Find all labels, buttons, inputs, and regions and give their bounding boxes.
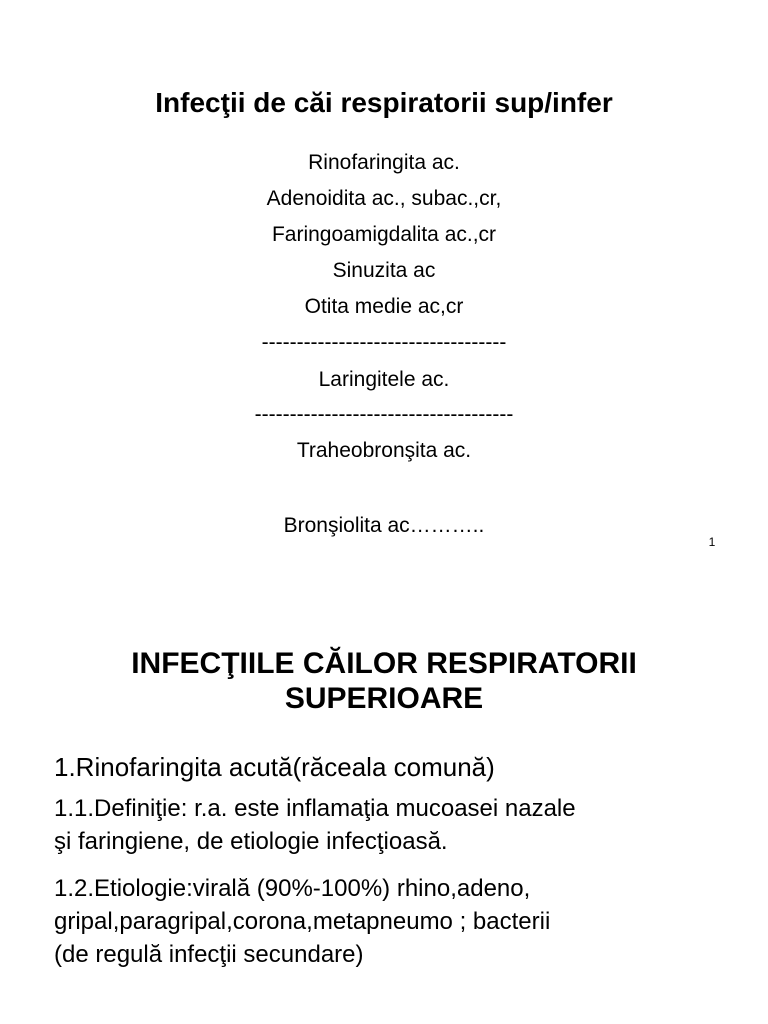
etiology-paragraph	[54, 872, 744, 971]
list-item-laringitele: Laringitele ac.	[318, 368, 450, 391]
slide-title: Infecţii de căi respiratorii sup/infer	[155, 87, 613, 118]
paragraph-line: gripal,paragripal,corona,metapneumo ; bacterii	[54, 908, 551, 935]
slide-title-line: SUPERIOARE	[284, 682, 484, 715]
section-heading: 1.Rinofaringita acută(răceala comună)	[54, 752, 495, 782]
slide-title	[0, 646, 768, 716]
list-item-rinofaringita: Rinofaringita ac.	[308, 151, 460, 174]
list-item-bronsiolita: Bronşiolita ac………..	[283, 514, 485, 537]
slide-2	[0, 580, 768, 1024]
page-number: 1	[708, 535, 716, 549]
dashed-separator: -----------------------------------	[261, 331, 507, 354]
list-item-traheobronsita: Traheobronşita ac.	[296, 439, 472, 462]
list-item-adenoidita: Adenoidita ac., subac.,cr,	[266, 187, 502, 210]
dashed-separator: -------------------------------------	[254, 403, 514, 426]
list-item-faringoamigdalita: Faringoamigdalita ac.,cr	[271, 223, 497, 246]
slide-title-line: INFECŢIILE CĂILOR RESPIRATORII	[131, 647, 637, 680]
list-item-sinuzita: Sinuzita ac	[332, 259, 436, 282]
paragraph-line: şi faringiene, de etiologie infecţioasă.	[54, 828, 448, 855]
definition-paragraph	[54, 792, 744, 858]
paragraph-line: 1.2.Etiologie:virală (90%-100%) rhino,adeno,	[54, 875, 531, 902]
paragraph-line: (de regulă infecţii secundare)	[54, 941, 364, 968]
list-item-otita: Otita medie ac,cr	[304, 295, 464, 318]
paragraph-line: 1.1.Definiţie: r.a. este inflamaţia mucoasei nazale	[54, 795, 576, 822]
